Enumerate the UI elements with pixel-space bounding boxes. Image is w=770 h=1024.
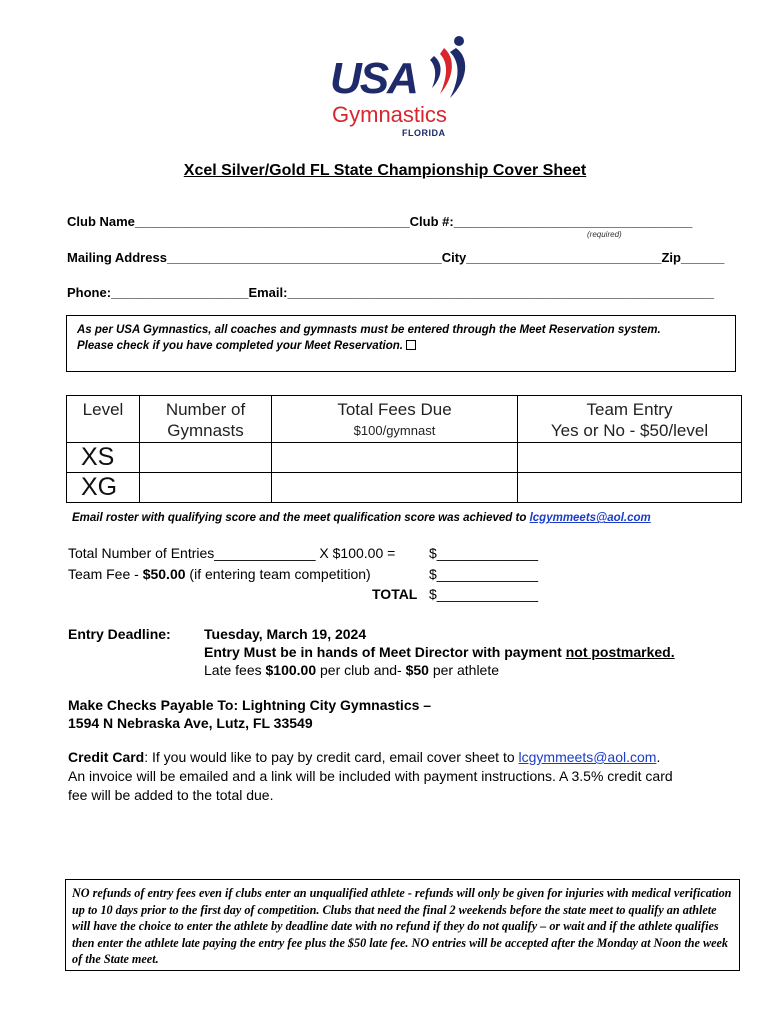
level-xs: XS <box>67 443 140 473</box>
reservation-notice-box <box>66 315 736 372</box>
checks-payable <box>68 696 431 732</box>
refund-policy-box <box>65 879 740 971</box>
mailing-address-label: Mailing Address <box>67 250 167 265</box>
xs-team-cell[interactable] <box>518 443 742 473</box>
city-field[interactable]: ___________________________ <box>466 250 662 265</box>
email-field[interactable]: ___________________________________________________________ <box>287 285 715 300</box>
reservation-notice <box>77 322 661 354</box>
xg-fees-cell[interactable] <box>272 473 518 503</box>
club-name-field[interactable]: ______________________________________ <box>134 214 410 229</box>
refund-policy-text: NO refunds of entry fees even if clubs enter an unqualified athlete - refunds will only be given for injuries with medical verification up to 10 days prior to the first day of competition. Clubs that need the final 2 weekends before the state meet to qualify an athlete will have the choice to enter the athlete by deadline date with no refund if they do not qualify – or wait and if the athlete qualifies then enter the athlete late paying the entry fee plus the $50 late fee. NO entries will be accepted after the Monday at Noon the week of the State meet. <box>72 886 732 966</box>
header-number-of-gymnasts: Number of Gymnasts <box>140 396 272 443</box>
team-fee-amount[interactable]: $_____________ <box>429 566 539 582</box>
credit-line-3: fee will be added to the total due. <box>68 787 274 803</box>
address-row <box>67 250 724 265</box>
swoosh-icon <box>422 34 482 100</box>
levels-table <box>66 395 742 503</box>
phone-field[interactable]: ___________________ <box>111 285 249 300</box>
credit-line-2: An invoice will be emailed and a link will be included with payment instructions. A 3.5% credit card <box>68 768 673 784</box>
total-entries-row <box>68 545 395 561</box>
xg-team-cell[interactable] <box>518 473 742 503</box>
zip-label: Zip <box>661 250 681 265</box>
table-header-row <box>67 396 742 443</box>
late-fees: Late fees $100.00 per club and- $50 per athlete <box>204 662 500 678</box>
deadline-details <box>204 625 675 679</box>
page-title: Xcel Silver/Gold FL State Championship Cover Sheet <box>183 162 587 179</box>
total-label: TOTAL <box>372 586 418 602</box>
usa-gymnastics-logo <box>330 32 480 142</box>
deadline-date: Tuesday, March 19, 2024 <box>204 626 367 642</box>
logo-gymnastics-text: Gymnastics <box>332 102 447 127</box>
club-number-field[interactable]: _________________________________ <box>453 214 693 229</box>
reservation-checkbox[interactable] <box>406 340 416 350</box>
checks-line-2: 1594 N Nebraska Ave, Lutz, FL 33549 <box>68 715 313 731</box>
level-xg: XG <box>67 473 140 503</box>
header-total-fees: Total Fees Due $100/gymnast <box>272 396 518 443</box>
club-name-label: Club Name <box>67 214 135 229</box>
table-row <box>67 443 742 473</box>
deadline-must: Entry Must be in hands of Meet Director with payment not postmarked. <box>204 644 675 660</box>
mailing-address-field[interactable]: ______________________________________ <box>166 250 442 265</box>
credit-line-1: Credit Card: If you would like to pay by credit card, email cover sheet to lcgymmeets@aol.com. <box>68 749 661 765</box>
phone-email-row <box>67 285 714 300</box>
total-entries-amount[interactable]: $_____________ <box>429 545 539 561</box>
checks-line-1: Make Checks Payable To: Lightning City Gymnastics – <box>68 697 432 713</box>
phone-label: Phone: <box>67 285 112 300</box>
xg-gymnasts-cell[interactable] <box>140 473 272 503</box>
total-amount[interactable]: $_____________ <box>429 586 539 602</box>
header-team-entry: Team Entry Yes or No - $50/level <box>518 396 742 443</box>
header-level: Level <box>67 396 140 443</box>
table-row <box>67 473 742 503</box>
total-entries-label: Total Number of Entries_____________ X $100.00 = <box>68 545 396 561</box>
team-fee-row: Team Fee - $50.00 (if entering team competition) <box>68 566 371 582</box>
city-label: City <box>441 250 467 265</box>
xs-fees-cell[interactable] <box>272 443 518 473</box>
club-number-label: Club #: <box>409 214 454 229</box>
credit-email-link[interactable]: lcgymmeets@aol.com <box>518 749 657 765</box>
roster-email-link[interactable]: lcgymmeets@aol.com <box>529 512 651 524</box>
xs-gymnasts-cell[interactable] <box>140 443 272 473</box>
deadline-label: Entry Deadline: <box>68 626 171 642</box>
required-note: (required) <box>587 230 622 239</box>
logo-florida-text: FLORIDA <box>402 128 446 138</box>
club-name-row <box>67 214 692 229</box>
reservation-line-2: Please check if you have completed your Meet Reservation. <box>77 338 661 354</box>
zip-field[interactable]: ______ <box>680 250 725 265</box>
credit-card-paragraph <box>68 748 748 805</box>
email-label: Email: <box>248 285 288 300</box>
reservation-line-1: As per USA Gymnastics, all coaches and gymnasts must be entered through the Meet Reservation system. <box>77 324 661 336</box>
logo-usa-text: USA <box>330 54 417 103</box>
email-roster-note: Email roster with qualifying score and the meet qualification score was achieved to lcgymmeets@aol.com <box>72 512 651 524</box>
